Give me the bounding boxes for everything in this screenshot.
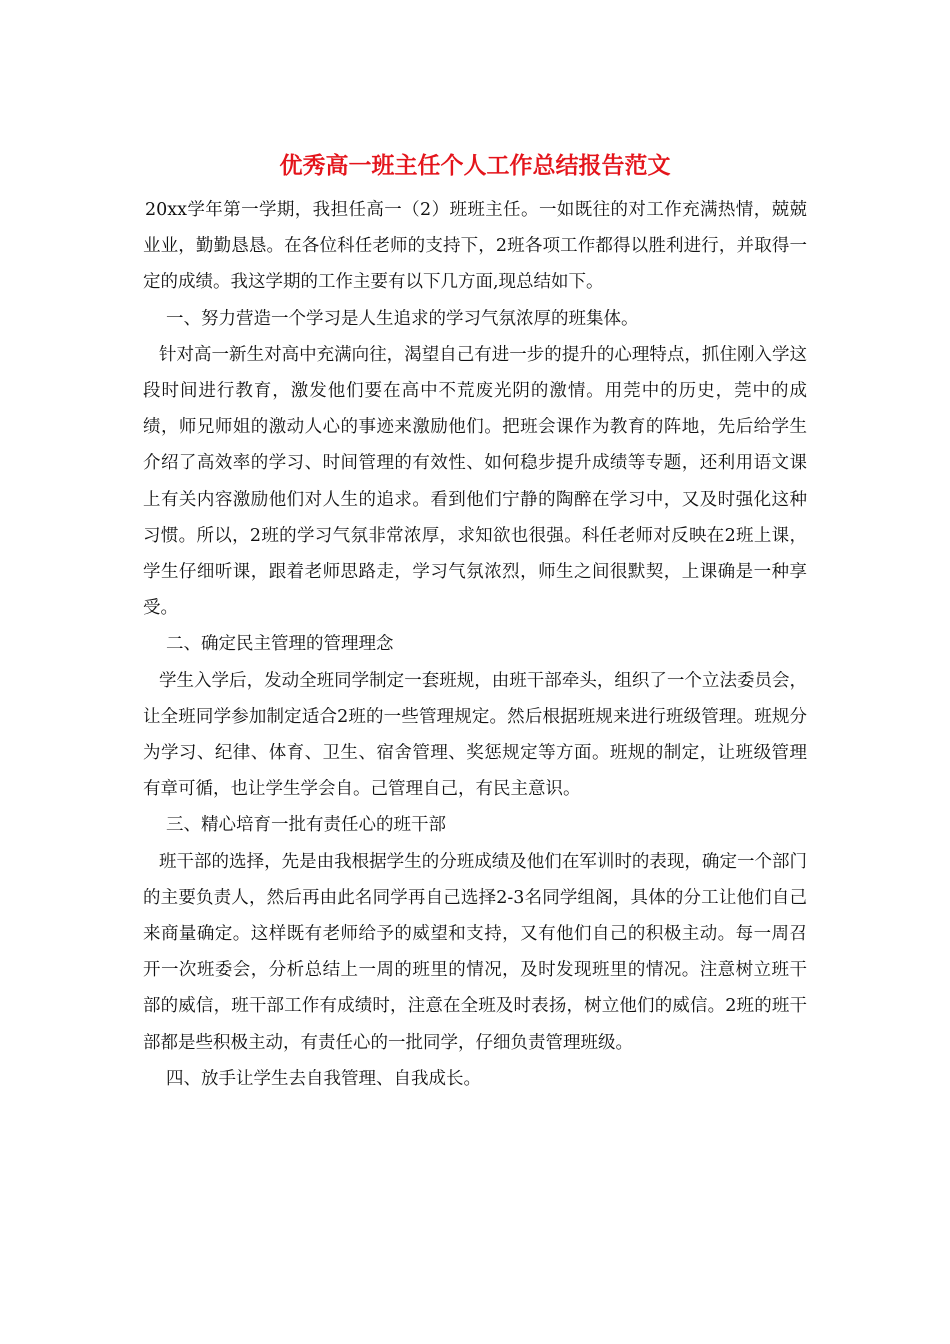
paragraph-section-2: 学生入学后，发动全班同学制定一套班规，由班干部牵头，组织了一个立法委员会，让全班同学参加制定适合2班的一些管理规定。然后根据班规来进行班级管理。班规分为学习、纪律、体育、卫生、宿舍管理、奖惩规定等方面。班规的制定，让班级管理有章可循，也让学生学会自。己管理自己，有民主意识。 — [143, 670, 807, 800]
section-heading-4: 四、放手让学生去自我管理、自我成长。 — [166, 1068, 481, 1089]
section-heading-2: 二、确定民主管理的管理理念 — [166, 634, 394, 655]
paragraph-section-1: 针对高一新生对高中充满向往，渴望自己有进一步的提升的心理特点，抓住刚入学这段时间进行教育，激发他们要在高中不荒废光阴的激情。用莞中的历史，莞中的成绩，师兄师姐的激动人心的事迹来激励他们。把班会课作为教育的阵地，先后给学生介绍了高效率的学习、时间管理的有效性、如何稳步提升成绩等专题，还利用语文课上有关内容激励他们对人生的追求。看到他们宁静的陶醉在学习中，又及时强化这种习惯。所以，2班的学习气氛非常浓厚，求知欲也很强。科任老师对反映在2班上课，学生仔细听课，跟着老师思路走，学习气氛浓烈，师生之间很默契，上课确是一种享受。 — [143, 344, 807, 619]
document-title: 优秀高一班主任个人工作总结报告范文 — [279, 152, 671, 179]
paragraph-intro: 20xx学年第一学期，我担任高一（2）班班主任。一如既往的对工作充满热情，兢兢业业，勤勤恳恳。在各位科任老师的支持下，2班各项工作都得以胜利进行，并取得一定的成绩。我这学期的工作主要有以下几方面,现总结如下。 — [143, 200, 807, 293]
section-heading-1: 一、努力营造一个学习是人生追求的学习气氛浓厚的班集体。 — [166, 308, 639, 329]
section-heading-3: 三、精心培育一批有责任心的班干部 — [166, 815, 446, 836]
document-body — [143, 192, 807, 1097]
paragraph-section-3: 班干部的选择，先是由我根据学生的分班成绩及他们在军训时的表现，确定一个部门的主要负责人，然后再由此名同学再自己选择2-3名同学组阁，具体的分工让他们自己来商量确定。这样既有老师给予的威望和支持，又有他们自己的积极主动。每一周召开一次班委会，分析总结上一周的班里的情况，及时发现班里的情况。注意树立班干部的威信，班干部工作有成绩时，注意在全班及时表扬，树立他们的威信。2班的班干部都是些积极主动，有责任心的一批同学，仔细负责管理班级。 — [143, 851, 807, 1053]
